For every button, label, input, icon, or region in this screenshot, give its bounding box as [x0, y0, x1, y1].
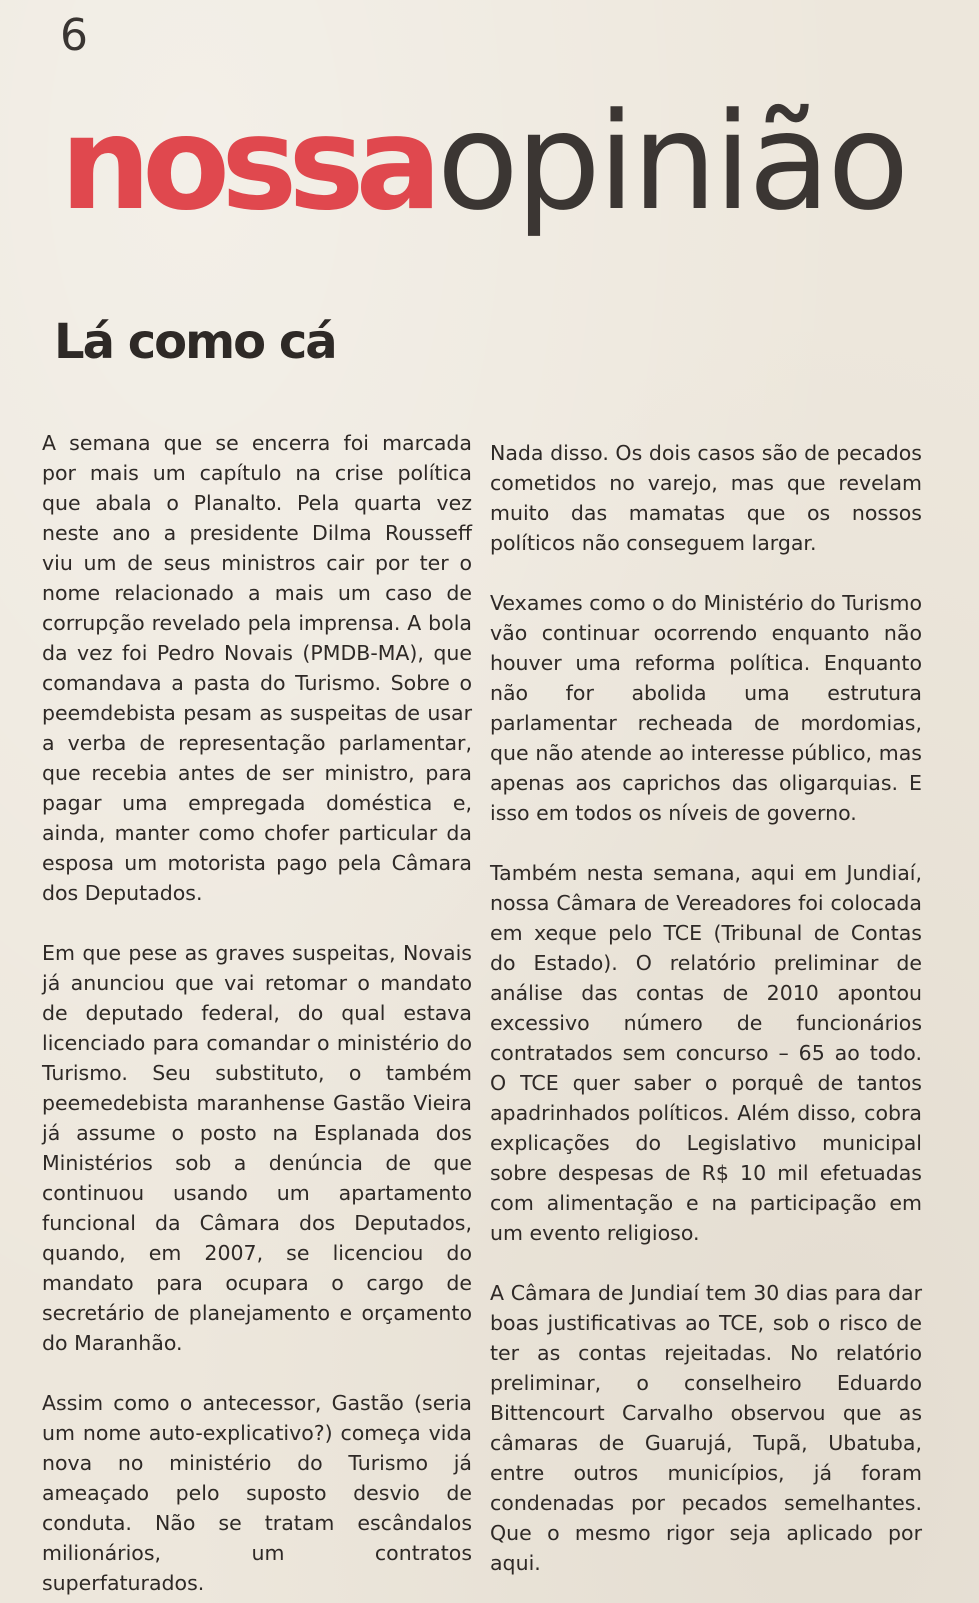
paragraph: Vexames como o do Ministério do Turismo vão continuar ocorrendo enquanto não houver uma reforma política. Enquanto não for abolida uma estrutura parlamentar recheada de mordomias, que não atende ao interesse público, mas apenas aos caprichos das oligarquias. E isso em todos os níveis de governo. — [490, 591, 922, 825]
article-column-left — [42, 428, 472, 1598]
article-column-right — [490, 438, 922, 1578]
paragraph: A semana que se encerra foi marcada por mais um capítulo na crise política que abala o Planalto. Pela quarta vez neste ano a presidente Dilma Rousseff viu um de seus ministros cair por ter o nome relacionado a mais um caso de corrupção revelado pela imprensa. A bola da vez foi Pedro Novais (PMDB-MA), que comandava a pasta do Turismo. Sobre o peemdebista pesam as suspeitas de usar a verba de representação parlamentar, que recebia antes de ser ministro, para pagar uma empregada doméstica e, ainda, manter como chofer particular da esposa um motorista pago pela Câmara dos Deputados. — [42, 431, 472, 905]
page-number: 6 — [60, 10, 88, 61]
masthead-opiniao: opinião — [436, 84, 907, 240]
paragraph: Nada disso. Os dois casos são de pecados cometidos no varejo, mas que revelam muito das mamatas que os nossos políticos não conseguem largar. — [490, 441, 922, 555]
paragraph: Também nesta semana, aqui em Jundiaí, nossa Câmara de Vereadores foi colocada em xeque pelo TCE (Tribunal de Contas do Estado). O relatório preliminar de análise das contas de 2010 apontou excessivo número de funcionários contratados sem concurso – 65 ao todo. O TCE quer saber o porquê de tantos apadrinhados políticos. Além disso, cobra explicações do Legislativo municipal sobre despesas de R$ 10 mil efetuadas com alimentação e na participação em um evento religioso. — [490, 861, 922, 1245]
paragraph: A Câmara de Jundiaí tem 30 dias para dar boas justificativas ao TCE, sob o risco de ter as contas rejeitadas. No relatório preliminar, o conselheiro Eduardo Bittencourt Carvalho observou que as câmaras de Guarujá, Tupã, Ubatuba, entre outros municípios, já foram condenadas por pecados semelhantes. Que o mesmo rigor seja aplicado por aqui. — [490, 1281, 922, 1575]
paragraph: Em que pese as graves suspeitas, Novais já anunciou que vai retomar o mandato de deputado federal, do qual estava licenciado para comandar o ministério do Turismo. Seu substituto, o também peemedebista maranhense Gastão Vieira já assume o posto na Esplanada dos Ministérios sob a denúncia de que continuou usando um apartamento funcional da Câmara dos Deputados, quando, em 2007, se licenciou do mandato para ocupara o cargo de secretário de planejamento e orçamento do Maranhão. — [42, 941, 472, 1355]
paragraph: Assim como o antecessor, Gastão (seria um nome auto-explicativo?) começa vida nova no ministério do Turismo já ameaçado pelo suposto desvio de conduta. Não se tratam escândalos milionários, um contratos superfaturados. — [42, 1391, 472, 1595]
article-headline: Lá como cá — [54, 314, 336, 370]
section-masthead — [60, 84, 907, 245]
masthead-nossa: nossa — [60, 90, 433, 239]
